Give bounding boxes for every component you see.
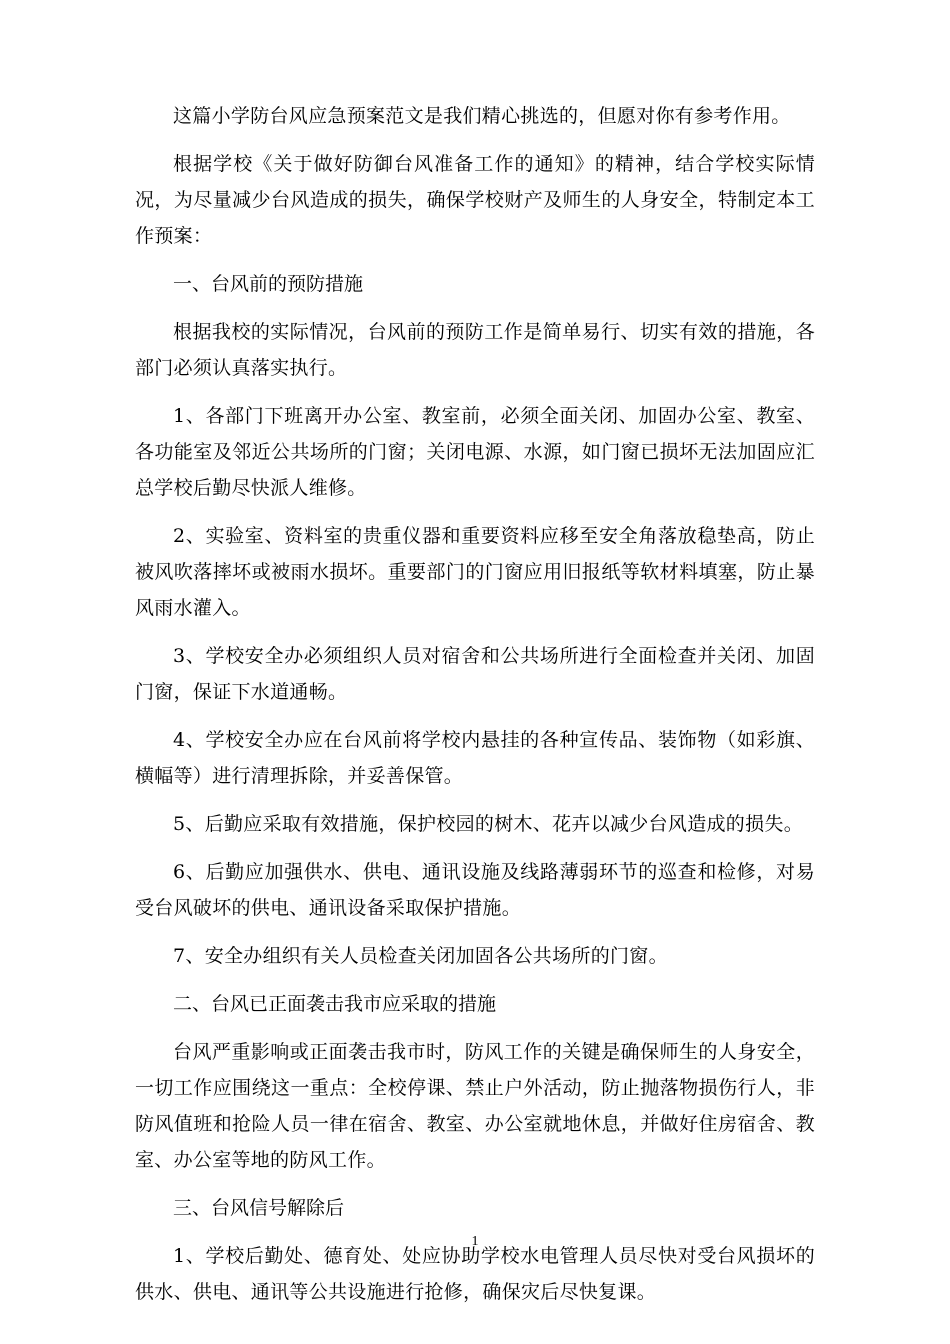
section-1-item-7: 7、安全办组织有关人员检查关闭加固各公共场所的门窗。 — [173, 945, 668, 967]
section-3-item-1: 1、学校后勤处、德育处、处应协助学校水电管理人员尽快对受台风损坏的供水、供电、通讯等公共设施进行抢修，确保灾后尽快复课。 — [135, 1245, 815, 1303]
section-heading-3: 三、台风信号解除后 — [173, 1197, 345, 1219]
purpose-paragraph: 根据学校《关于做好防御台风准备工作的通知》的精神，结合学校实际情况，为尽量减少台风造成的损失，确保学校财产及师生的人身安全，特制定本工作预案： — [135, 153, 815, 247]
page-number: 1 — [471, 1234, 479, 1249]
section-1-item-1: 1、各部门下班离开办公室、教室前，必须全面关闭、加固办公室、教室、各功能室及邻近公共场所的门窗；关闭电源、水源，如门窗已损坏无法加固应汇总学校后勤尽快派人维修。 — [135, 405, 815, 499]
intro-paragraph: 这篇小学防台风应急预案范文是我们精心挑选的，但愿对你有参考作用。 — [173, 105, 791, 127]
document-body — [135, 98, 815, 1322]
section-1-item-3: 3、学校安全办必须组织人员对宿舍和公共场所进行全面检查并关闭、加固门窗，保证下水道通畅。 — [135, 645, 815, 703]
section-1-intro: 根据我校的实际情况，台风前的预防工作是简单易行、切实有效的措施，各部门必须认真落实执行。 — [135, 321, 815, 379]
section-1-item-6: 6、后勤应加强供水、供电、通讯设施及线路薄弱环节的巡查和检修，对易受台风破坏的供电、通讯设备采取保护措施。 — [135, 861, 815, 919]
section-2-paragraph: 台风严重影响或正面袭击我市时，防风工作的关键是确保师生的人身安全，一切工作应围绕这一重点：全校停课、禁止户外活动，防止抛落物损伤行人，非防风值班和抢险人员一律在宿舍、教室、办公室就地休息，并做好住房宿舍、教室、办公室等地的防风工作。 — [135, 1041, 815, 1171]
section-1-item-4: 4、学校安全办应在台风前将学校内悬挂的各种宣传品、装饰物（如彩旗、横幅等）进行清理拆除，并妥善保管。 — [135, 729, 815, 787]
section-1-item-2: 2、实验室、资料室的贵重仪器和重要资料应移至安全角落放稳垫高，防止被风吹落摔坏或被雨水损坏。重要部门的门窗应用旧报纸等软材料填塞，防止暴风雨水灌入。 — [135, 525, 815, 619]
section-1-item-5: 5、后勤应采取有效措施，保护校园的树木、花卉以减少台风造成的损失。 — [173, 813, 803, 835]
section-heading-2: 二、台风已正面袭击我市应采取的措施 — [173, 993, 497, 1015]
section-heading-1: 一、台风前的预防措施 — [173, 273, 364, 295]
